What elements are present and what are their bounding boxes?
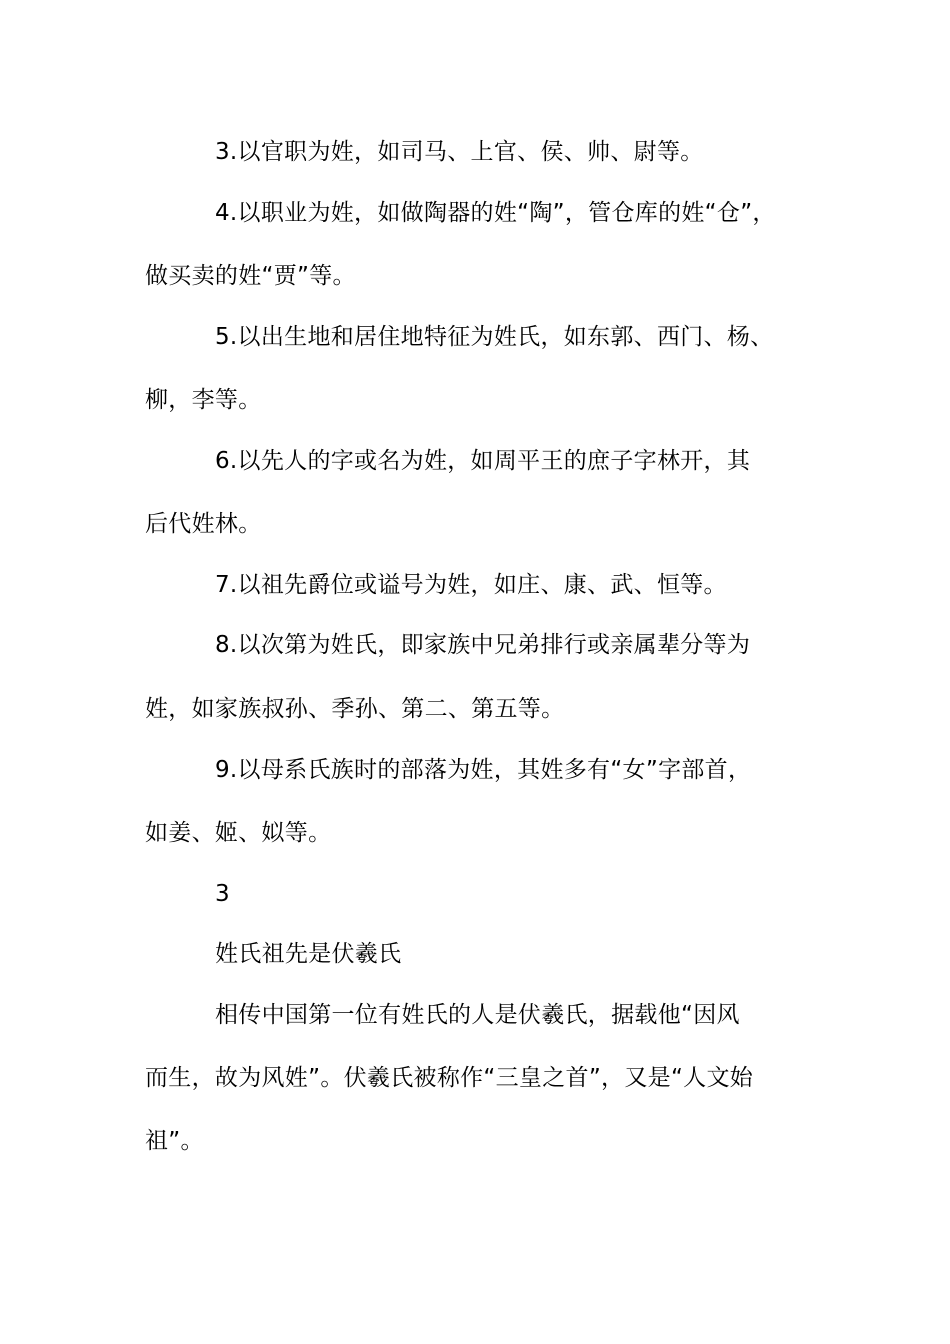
paragraph-line: 6.以先人的字或名为姓，如周平王的庶子字林开，其 <box>215 448 751 474</box>
paragraph-line: 而生，故为风姓”。伏羲氏被称作“三皇之首”，又是“人文始 <box>145 1065 754 1091</box>
paragraph-line: 柳，李等。 <box>145 387 262 413</box>
paragraph-line: 5.以出生地和居住地特征为姓氏，如东郭、西门、杨、 <box>215 324 774 350</box>
paragraph-line: 8.以次第为姓氏，即家族中兄弟排行或亲属辈分等为 <box>215 632 751 658</box>
paragraph-line: 祖”。 <box>145 1128 204 1154</box>
paragraph-line: 9.以母系氏族时的部落为姓，其姓多有“女”字部首， <box>215 757 752 783</box>
section-number: 3 <box>215 881 230 907</box>
paragraph-line: 做买卖的姓“贾”等。 <box>145 263 356 289</box>
paragraph-line: 7.以祖先爵位或谥号为姓，如庄、康、武、恒等。 <box>215 572 727 598</box>
paragraph-line: 如姜、姬、姒等。 <box>145 820 332 846</box>
paragraph-line: 3.以官职为姓，如司马、上官、侯、帅、尉等。 <box>215 139 704 165</box>
paragraph-line: 相传中国第一位有姓氏的人是伏羲氏，据载他“因风 <box>215 1002 740 1028</box>
paragraph-line: 姓，如家族叔孙、季孙、第二、第五等。 <box>145 696 565 722</box>
paragraph-line: 后代姓林。 <box>145 511 262 537</box>
paragraph-line: 4.以职业为姓，如做陶器的姓“陶”，管仓库的姓“仓”， <box>215 200 776 226</box>
section-heading: 姓氏祖先是伏羲氏 <box>215 941 402 967</box>
